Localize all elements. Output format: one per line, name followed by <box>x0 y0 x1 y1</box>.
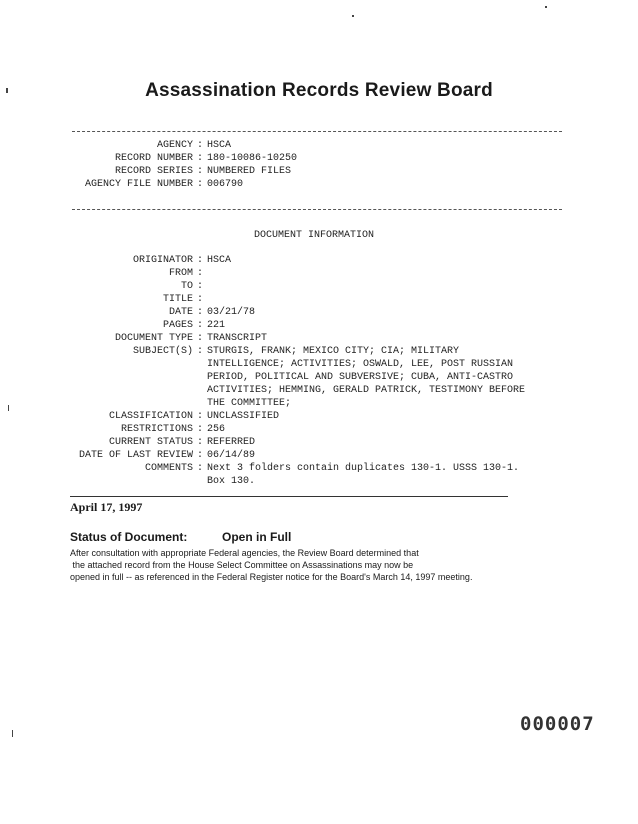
field-row <box>60 436 547 449</box>
field-row <box>60 280 547 293</box>
field-value: NUMBERED FILES <box>207 166 292 177</box>
status-note <box>70 547 472 583</box>
field-separator: : <box>196 281 203 292</box>
field-label: RECORD NUMBER <box>114 153 193 164</box>
field-separator: : <box>196 255 203 266</box>
field-label: DATE <box>168 307 193 318</box>
field-label: TO <box>180 281 193 292</box>
field-label: AGENCY <box>156 140 193 151</box>
scan-mark <box>545 6 547 8</box>
field-separator: : <box>196 294 203 305</box>
field-separator: : <box>196 437 203 448</box>
field-label: SUBJECT(S) <box>132 346 193 357</box>
field-value: 221 <box>207 320 226 331</box>
field-label: CLASSIFICATION <box>108 411 193 422</box>
field-value: HSCA <box>207 255 232 266</box>
field-label: CURRENT STATUS <box>108 437 193 448</box>
scan-mark <box>352 15 354 17</box>
field-value: REFERRED <box>207 437 256 448</box>
field-row <box>60 423 547 436</box>
note-line: After consultation with appropriate Federal agencies, the Review Board determined that <box>70 548 419 558</box>
field-value: 06/14/89 <box>207 450 256 461</box>
document-info <box>60 254 547 488</box>
field-row <box>66 178 297 191</box>
field-separator: : <box>196 333 203 344</box>
field-separator: : <box>196 166 203 177</box>
field-label: DOCUMENT TYPE <box>114 333 193 344</box>
field-value <box>207 293 547 306</box>
field-separator: : <box>196 153 203 164</box>
field-value: TRANSCRIPT <box>207 333 268 344</box>
field-separator: : <box>196 463 203 474</box>
field-label: RESTRICTIONS <box>120 424 193 435</box>
note-line: the attached record from the House Select Committee on Assassinations may now be <box>70 560 414 570</box>
field-value <box>207 267 547 280</box>
field-row <box>60 319 547 332</box>
field-row <box>60 306 547 319</box>
field-label: TITLE <box>162 294 193 305</box>
field-value: Next 3 folders contain duplicates 130-1. USSS 130-1. Box 130. <box>207 463 520 487</box>
field-separator: : <box>196 411 203 422</box>
field-separator: : <box>196 320 203 331</box>
field-row <box>60 332 547 345</box>
field-row <box>60 449 547 462</box>
field-separator: : <box>196 346 203 357</box>
scan-mark <box>8 405 9 411</box>
field-separator: : <box>196 268 203 279</box>
field-label: DATE OF LAST REVIEW <box>78 450 193 461</box>
field-row <box>60 462 547 488</box>
field-separator: : <box>196 307 203 318</box>
scan-mark <box>12 730 13 737</box>
field-row <box>60 254 547 267</box>
field-value: HSCA <box>207 140 232 151</box>
dashed-divider <box>72 209 562 210</box>
field-separator: : <box>196 179 203 190</box>
field-value <box>207 280 547 293</box>
field-row <box>60 293 547 306</box>
scan-mark <box>6 88 8 93</box>
note-line: opened in full -- as referenced in the Federal Register notice for the Board's March 14, 1997 meeting. <box>70 572 473 582</box>
field-label: ORIGINATOR <box>132 255 193 266</box>
field-row <box>66 152 297 165</box>
field-label: FROM <box>168 268 193 279</box>
field-value: 180-10086-10250 <box>207 153 298 164</box>
field-separator: : <box>196 424 203 435</box>
field-label: AGENCY FILE NUMBER <box>84 179 193 190</box>
field-row <box>66 165 297 178</box>
document-info-heading: DOCUMENT INFORMATION <box>254 230 375 241</box>
field-value: STURGIS, FRANK; MEXICO CITY; CIA; MILITARY INTELLIGENCE; ACTIVITIES; OSWALD, LEE, POST RUSSIAN PERIOD, POLITICAL AND SUBVERSIVE; CUBA, ANTI-CASTRO ACTIVITIES; HEMMING, GERALD PATRICK, TESTIMONY BEFORE THE COMMITTEE; <box>207 346 526 409</box>
field-label: COMMENTS <box>144 463 193 474</box>
field-label: RECORD SERIES <box>114 166 193 177</box>
field-value: 256 <box>207 424 226 435</box>
status-value: Open in Full <box>222 530 292 544</box>
status-line <box>70 530 292 544</box>
page-title: Assassination Records Review Board <box>145 80 493 101</box>
field-value: 03/21/78 <box>207 307 256 318</box>
field-separator: : <box>196 140 203 151</box>
record-info <box>66 139 297 191</box>
status-label: Status of Document: <box>70 530 188 544</box>
field-row <box>60 345 547 410</box>
dashed-divider <box>72 131 562 132</box>
field-label: PAGES <box>162 320 193 331</box>
field-value: UNCLASSIFIED <box>207 411 280 422</box>
field-value: 006790 <box>207 179 244 190</box>
page-number-stamp: 000007 <box>520 713 595 735</box>
release-date: April 17, 1997 <box>70 500 143 514</box>
solid-divider <box>70 496 508 497</box>
field-row <box>66 139 297 152</box>
field-separator: : <box>196 450 203 461</box>
field-row <box>60 267 547 280</box>
field-row <box>60 410 547 423</box>
